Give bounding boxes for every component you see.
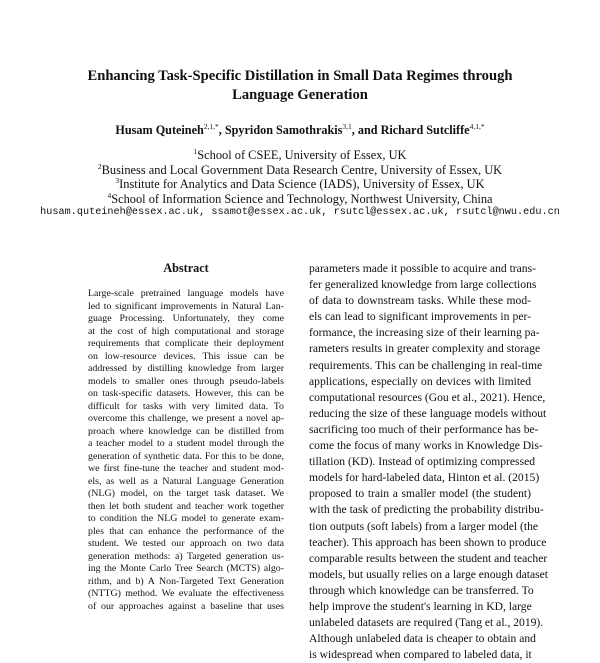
abstract-line: on task-specific datasets. However, this can be xyxy=(88,388,284,399)
abstract-line: ples that can enhance the performance of the xyxy=(88,525,284,537)
abstract-line: proach where knowledge can be distilled from xyxy=(88,425,284,437)
body-text-line: tion outputs (soft labels) from a larger model (the xyxy=(309,519,539,533)
body-text-line: fer generalized knowledge from large collections xyxy=(309,278,537,292)
author-name: Richard Sutcliffe xyxy=(380,123,470,137)
author-separator: , xyxy=(218,123,225,137)
body-text-line: parameters made it possible to acquire and trans- xyxy=(309,262,536,275)
body-text-line: computational resources (Gou et al., 2021). Hence, xyxy=(309,390,546,404)
abstract-line: models to smaller ones through pseudo-labels xyxy=(88,375,284,387)
affiliation-line xyxy=(40,177,560,192)
abstract-line: rithm, and b) A Non-Targeted Text Generation xyxy=(88,575,284,587)
abstract-line: we first fine-tune the teacher and student mod- xyxy=(88,463,284,474)
affiliation-marker: 1 xyxy=(193,147,198,156)
affiliation-text: Institute for Analytics and Data Science (IADS), University of Essex, UK xyxy=(119,177,485,192)
abstract-line: at the cost of high computational and storage xyxy=(88,325,284,337)
affiliation-line xyxy=(40,192,560,207)
body-text-line: rameters results in greater complexity and storage xyxy=(309,342,541,356)
author-affiliation-marker: 2,1,* xyxy=(203,122,219,131)
body-text-line: sacrificing too much of their performance has be- xyxy=(309,422,539,436)
body-text-line: Although unlabeled data is cheaper to obtain and xyxy=(309,632,536,646)
affiliation-text: School of Information Science and Technology, Northwest University, China xyxy=(111,191,493,206)
abstract-line: to condition the NLG model to generate exam- xyxy=(88,513,284,524)
abstract-line: requirements that complicate their deployment xyxy=(88,338,284,349)
body-text-line: of data to downstream tasks. While these mod- xyxy=(309,294,531,308)
abstract-text xyxy=(88,288,284,612)
abstract-line: difficult for tasks with very limited data. To xyxy=(88,400,284,412)
body-text-line: help improve the student's learning in KD, large xyxy=(309,599,532,613)
body-text-line: models for hard-labeled data, Hinton et al. (2015) xyxy=(309,471,540,485)
title-line: Language Generation xyxy=(232,87,368,103)
paper-title xyxy=(40,67,560,105)
body-text-line: requirements. This can be challenging in real-time xyxy=(309,358,543,372)
author-separator: , and xyxy=(351,123,381,137)
abstract-line: student. We tested our approach on two data xyxy=(88,538,284,549)
affiliation-list xyxy=(40,148,560,206)
abstract-line: a teacher model to a student model through the xyxy=(88,438,284,449)
body-text-line: unlabeled datasets are required (Tang et al., 2019). xyxy=(309,616,544,630)
author-affiliation-marker: 3,1 xyxy=(342,122,352,131)
author-name: Husam Quteineh xyxy=(115,123,204,137)
author-affiliation-marker: 4,1,* xyxy=(469,122,485,131)
introduction-text xyxy=(309,261,549,662)
body-text-line: els can lead to significant improvements in per- xyxy=(309,310,531,324)
affiliation-line xyxy=(40,148,560,163)
abstract-line: generation methods: a) Targeted generation us- xyxy=(88,550,284,562)
body-text-line: is widespread when compared to labeled data, it xyxy=(309,648,532,662)
abstract-line: addressed by distilling knowledge from larger xyxy=(88,363,284,374)
abstract-line: then let both student and teacher work together xyxy=(88,500,284,512)
abstract-line: (NLG) model, on the target task dataset. We xyxy=(88,488,284,499)
abstract-line: (NTTG) method. We evaluate the effectiveness xyxy=(88,588,284,599)
body-text-line: comparable results between the student and teacher xyxy=(309,551,548,565)
author-list xyxy=(40,123,560,138)
body-text-line: come the focus of many works in Knowledge Dis- xyxy=(309,439,543,453)
affiliation-marker: 2 xyxy=(97,161,102,171)
author-emails: husam.quteineh@essex.ac.uk, ssamot@essex.ac.uk, rsutcl@essex.ac.uk, rsutcl@nwu.edu.cn xyxy=(40,207,560,218)
author-name: Spyridon Samothrakis xyxy=(224,123,343,137)
abstract-line: guage Processing. Unfortunately, they come xyxy=(88,313,284,324)
body-text-line: applications, especially on devices with limited xyxy=(309,374,531,388)
body-text-line: reducing the size of these language models without xyxy=(309,406,547,420)
abstract-line: Large-scale pretrained language models have xyxy=(88,288,284,299)
affiliation-marker: 4 xyxy=(107,190,112,200)
body-text-line: proposed to train a smaller model (the student) xyxy=(309,487,531,501)
abstract-line: generation of synthetic data. For this to be done, xyxy=(88,450,284,462)
body-text-line: formance, the increasing size of their learning pa- xyxy=(309,326,540,340)
abstract-line: led to significant improvements in Natural Lan- xyxy=(88,300,284,312)
abstract-line: els, as well as a Natural Language Generation xyxy=(88,475,284,487)
body-text-line: models, but usually relies on a large enough dataset xyxy=(309,567,549,581)
abstract-line: on low-resource devices. This issue can be xyxy=(88,350,284,362)
affiliation-marker: 3 xyxy=(115,176,120,186)
abstract-line: overcome this challenge, we present a novel ap- xyxy=(88,413,284,424)
abstract-heading: Abstract xyxy=(163,261,209,275)
body-text-line: teacher). This approach has been shown to produce xyxy=(309,535,547,549)
affiliation-text: School of CSEE, University of Essex, UK xyxy=(197,148,407,162)
body-text-line: with the task of predicting the probability distribu- xyxy=(309,503,544,517)
body-text-line: tillation (KD). Instead of optimizing compressed xyxy=(309,455,536,469)
affiliation-text: Business and Local Government Data Research Centre, University of Essex, UK xyxy=(101,162,503,177)
body-text-line: through which knowledge can be transferred. To xyxy=(309,583,534,597)
title-line: Enhancing Task-Specific Distillation in Small Data Regimes through xyxy=(87,68,513,84)
abstract-line: ing the Monte Carlo Tree Search (MCTS) algo- xyxy=(88,563,284,574)
affiliation-line xyxy=(40,163,560,178)
abstract-line: of our approaches against a baseline that uses xyxy=(88,600,284,612)
